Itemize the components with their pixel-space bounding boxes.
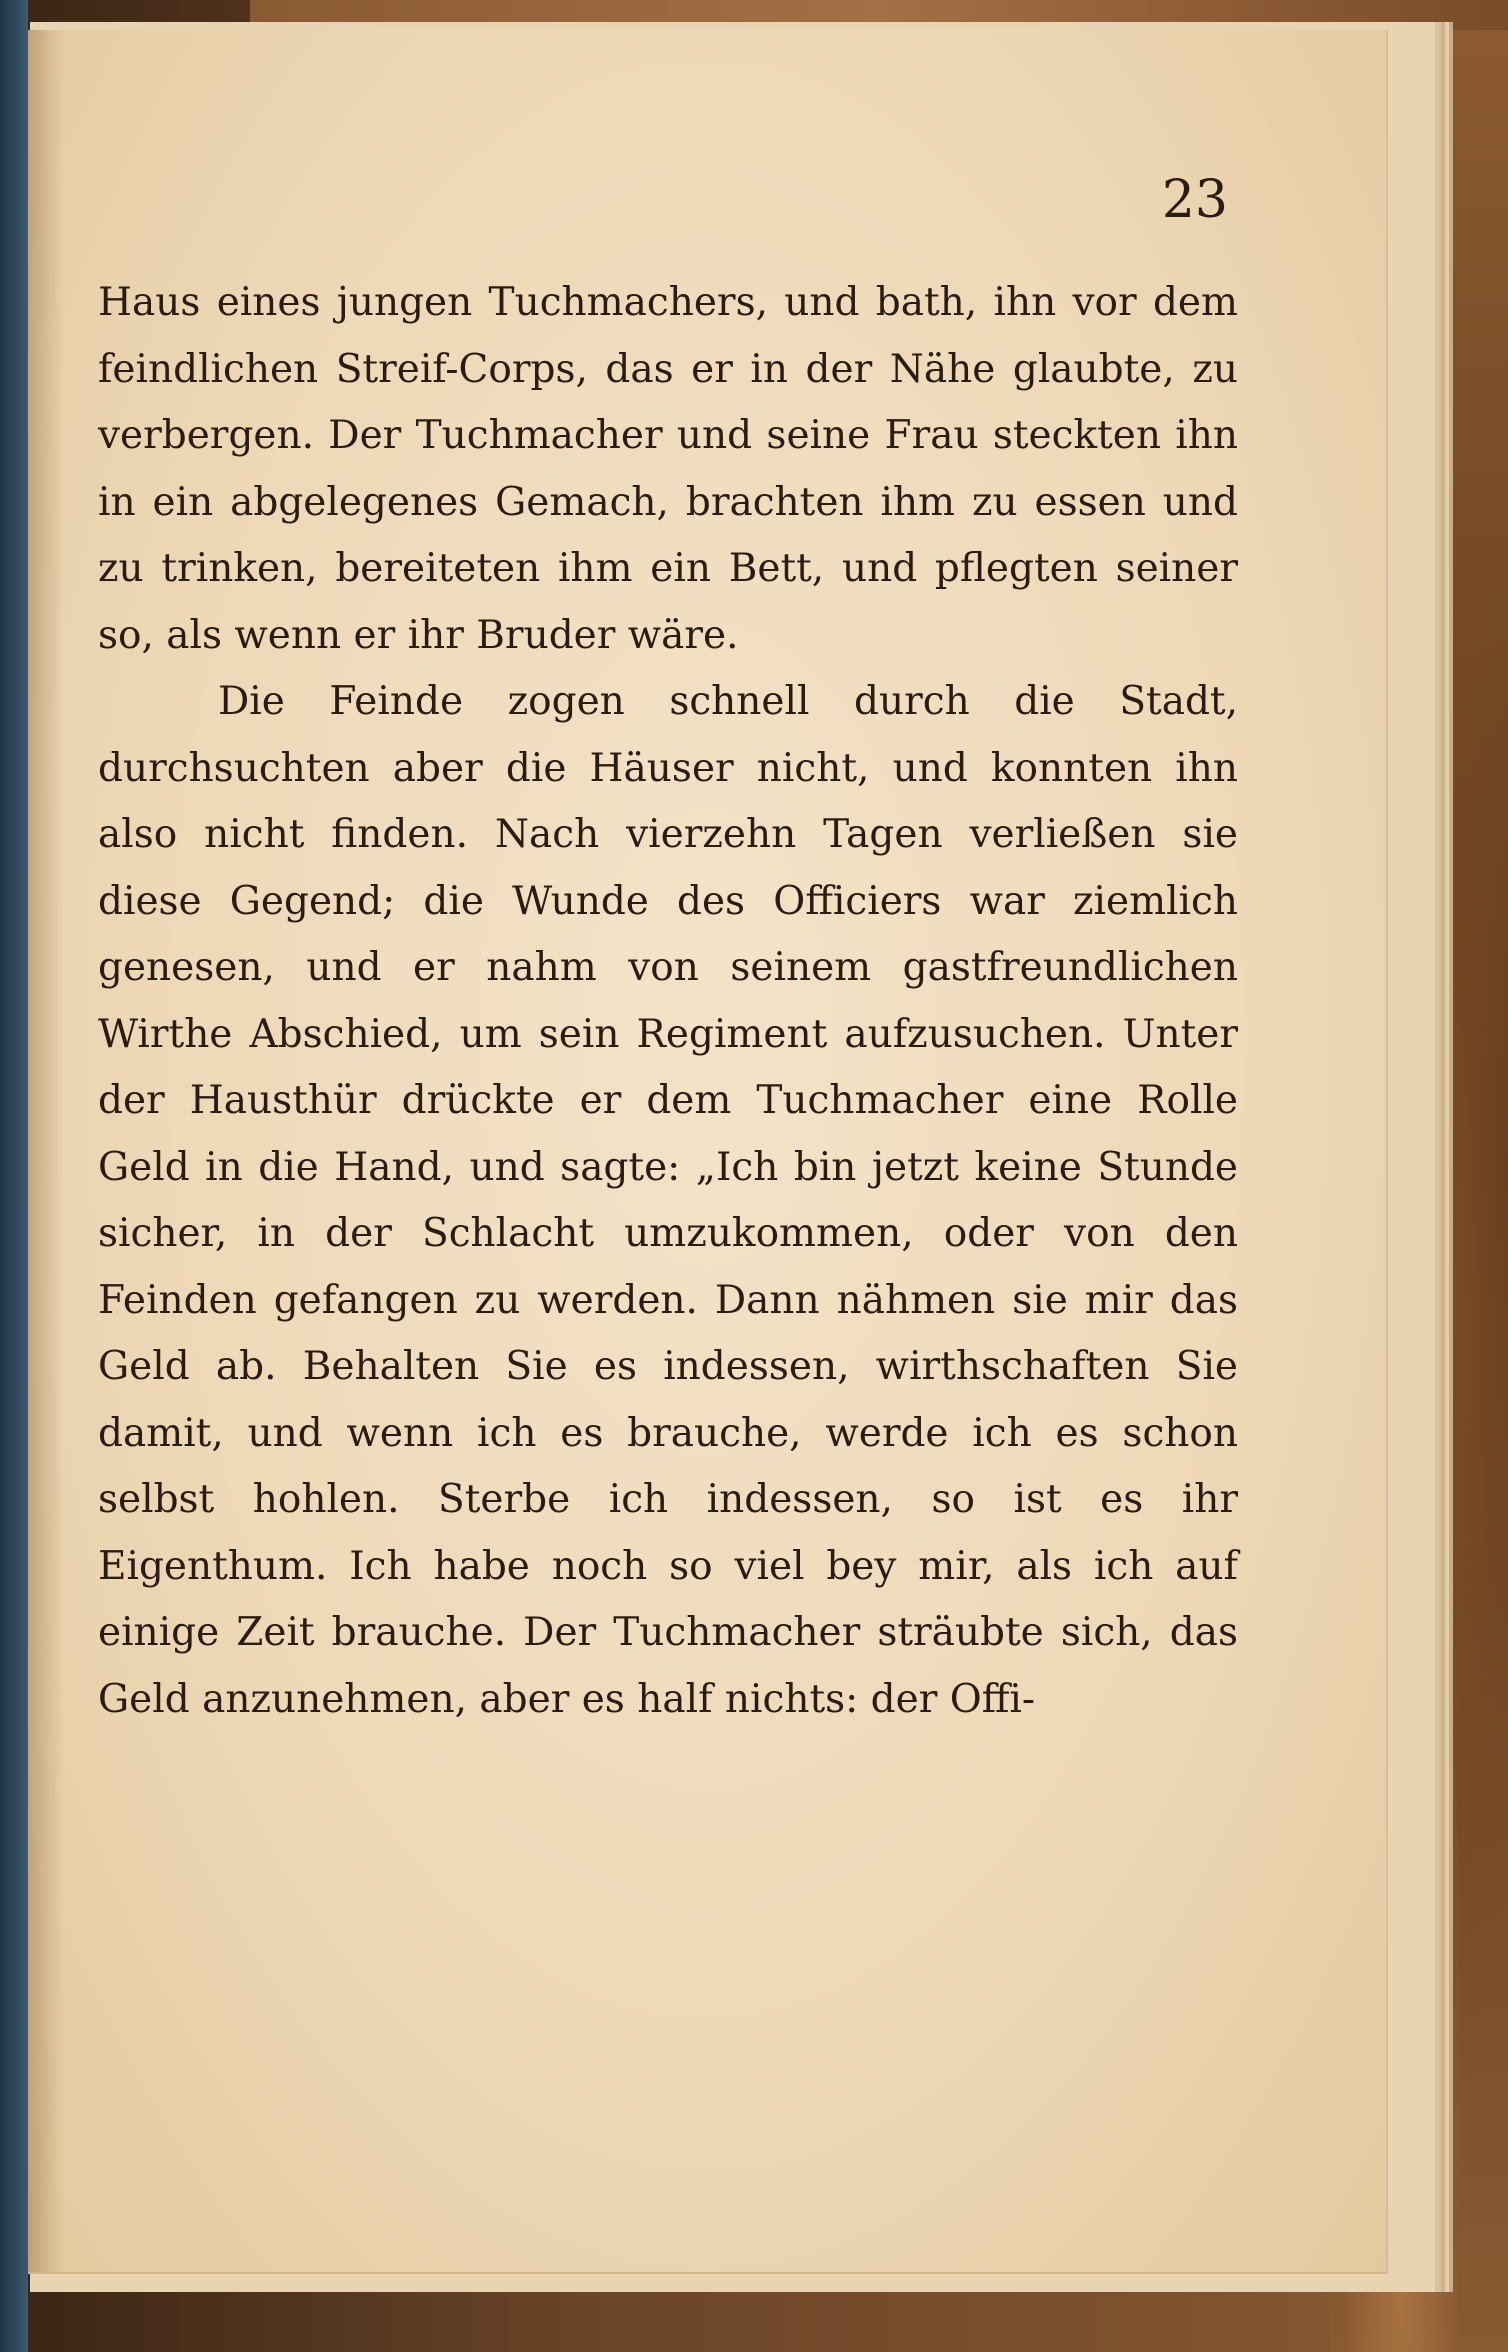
body-text <box>98 270 1238 1733</box>
paragraph-2: Die Feinde zogen schnell durch die Stadt, durchsuchten aber die Häuser nicht, und konnten ihn also nicht finden. Nach vierzehn Tagen verließen sie diese Gegend; die Wunde des Officiers war ziemlich genesen, und er nahm von seinem gastfreundlichen Wirthe Abschied, um sein Regiment aufzusuchen. Unter der Hausthür drückte er dem Tuchmacher eine Rolle Geld in die Hand, und sagte: „Ich bin jetzt keine Stunde sicher, in der Schlacht umzukommen, oder von den Feinden gefangen zu werden. Dann nähmen sie mir das Geld ab. Behalten Sie es indessen, wirthschaften Sie damit, und wenn ich es brauche, werde ich es schon selbst hohlen. Sterbe ich indessen, so ist es ihr Eigenthum. Ich habe noch so viel bey mir, als ich auf einige Zeit brauche. Der Tuchmacher sträubte sich, das Geld anzunehmen, aber es half nichts: der Offi- <box>98 679 1238 1722</box>
paragraph-1: Haus eines jungen Tuchmachers, und bath, ihn vor dem feindlichen Streif-Corps, das er in der Nähe glaubte, zu verbergen. Der Tuchmacher und seine Frau steckten ihn in ein abgelegenes Gemach, brachten ihm zu essen und zu trinken, bereiteten ihm ein Bett, und pflegten seiner so, als wenn er ihr Bruder wäre. <box>98 280 1238 658</box>
page-number: 23 <box>1161 170 1228 230</box>
book-page <box>28 30 1388 2274</box>
book-spine <box>0 0 28 2352</box>
gutter-shadow <box>28 30 64 2272</box>
